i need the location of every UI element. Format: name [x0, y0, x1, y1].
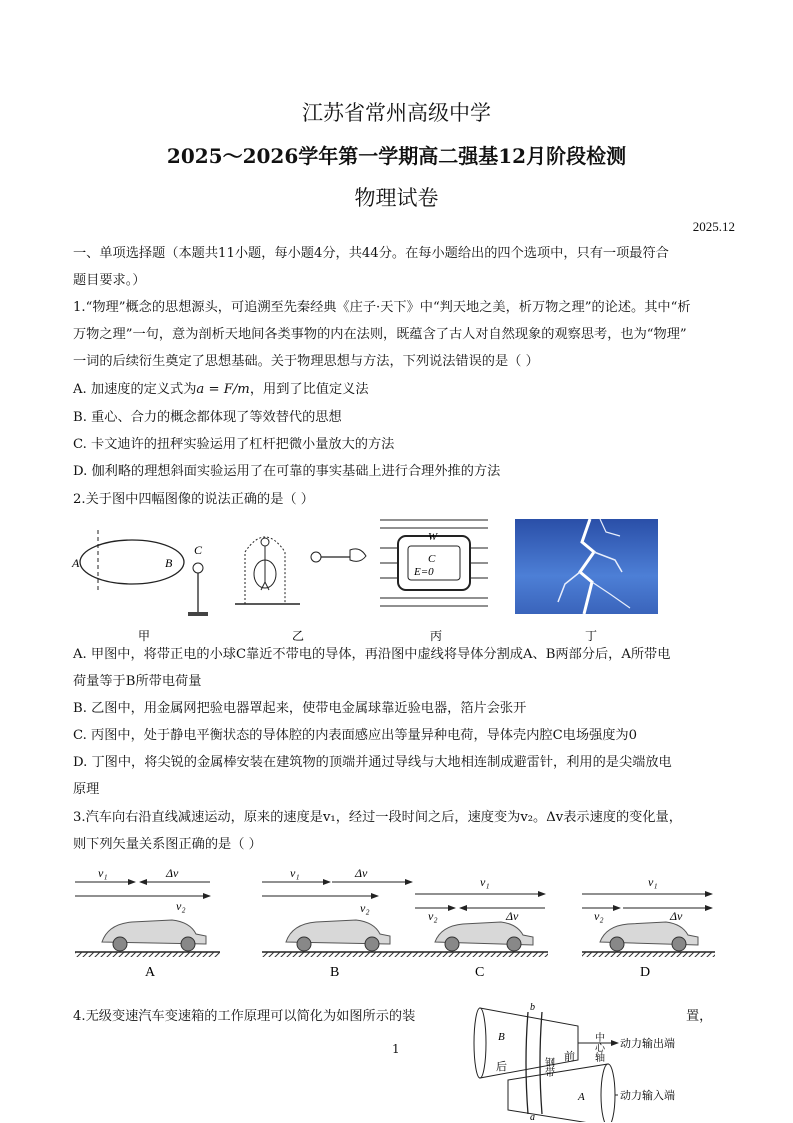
fig-label-yi: 乙: [292, 629, 305, 642]
electroscope-knob: [261, 538, 269, 546]
label-rear: 后: [496, 1061, 507, 1073]
cone-b: [480, 1008, 578, 1078]
label-v2: v₂: [176, 899, 186, 913]
cone-a: [508, 1064, 608, 1122]
hand-icon: [350, 549, 366, 561]
q3-vector-diagrams: [70, 862, 720, 982]
wheel: [672, 937, 686, 951]
subject-title: 物理试卷: [354, 186, 439, 210]
wheel: [297, 937, 311, 951]
wheel: [365, 937, 379, 951]
ground-hatch: [415, 952, 548, 957]
q2-option-c: C. 丙图中，处于静电平衡状态的导体腔的内表面感应出等量异种电荷，导体壳内腔C电场强度为0: [73, 728, 637, 743]
label-belt: 钢带: [542, 1057, 554, 1077]
q1-option-d: D. 伽利略的理想斜面实验运用了在可靠的事实基础上进行合理外推的方法: [73, 464, 501, 479]
foil-right: [265, 582, 269, 590]
option-label-a: A: [145, 965, 156, 980]
label-cone-b: B: [498, 1031, 505, 1043]
q2-figures: [70, 512, 670, 642]
label-dv: Δv: [166, 866, 179, 880]
cone-a-face: [601, 1064, 615, 1122]
school-name: 江苏省常州高级中学: [302, 101, 491, 125]
diagram-b: [262, 866, 415, 980]
q1-stem-line1: 1.“物理”概念的思想源头，可追溯至先秦经典《庄子·天下》中“判天地之美，析万物之理”的论述。其中“析: [73, 300, 691, 315]
label-a: A: [72, 556, 80, 570]
wheel: [610, 937, 624, 951]
q4-stem-start: 4.无级变速汽车变速箱的工作原理可以简化为如图所示的装: [73, 1009, 416, 1024]
q3-stem-line2: 则下列矢量关系图正确的是（ ）: [73, 837, 262, 852]
q1-option-c: C. 卡文迪许的扭秤实验运用了杠杆把微小量放大的方法: [73, 437, 395, 452]
option-label-c: C: [475, 965, 485, 980]
cone-b-face: [474, 1008, 486, 1078]
label-axis: 中心轴: [592, 1032, 604, 1062]
fig-label-ding: 丁: [585, 629, 598, 642]
diagram-c: [415, 875, 548, 980]
q1-stem-line3: 一词的后续衍生奠定了思想基础。关于物理思想与方法，下列说法错误的是（ ）: [73, 354, 539, 369]
q2-stem: 2.关于图中四幅图像的说法正确的是（ ）: [73, 492, 314, 507]
section-heading-line1: 一、单项选择题（本题共11小题，每小题4分，共44分。在每小题给出的四个选项中，只有一项最符合: [73, 246, 669, 261]
option-label-d: D: [640, 965, 651, 980]
fig-label-bing: 丙: [430, 629, 443, 642]
q2-option-b: B. 乙图中，用金属网把验电器罩起来，使带电金属球靠近验电器，箔片会张开: [73, 701, 527, 716]
q2-option-d-line2: 原理: [73, 782, 100, 797]
figure-yi: [235, 537, 366, 642]
ground-hatch: [582, 952, 715, 957]
wheel: [181, 937, 195, 951]
label-v2: v₂: [360, 901, 370, 915]
label-dv: Δv: [506, 909, 519, 923]
figure-ding: [515, 519, 658, 642]
exam-title: 2025～2026学年第一学期高二强基12月阶段检测: [166, 144, 627, 168]
label-cavity-c: C: [428, 553, 436, 565]
label-dv: Δv: [355, 866, 368, 880]
label-v2: v₂: [594, 909, 604, 923]
label-v1: v₁: [480, 875, 490, 889]
label-input: 动力输入端: [620, 1090, 675, 1102]
label-output: 动力输出端: [620, 1038, 675, 1050]
diagram-a: [75, 866, 220, 980]
q2-option-d-line1: D. 丁图中，将尖锐的金属棒安装在建筑物的顶端并通过导线与大地相连制成避雷针，利用的是尖端放电: [73, 755, 672, 770]
wheel: [445, 937, 459, 951]
label-cone-a: A: [578, 1091, 585, 1103]
q1-option-a-suffix: ，用到了比值定义法: [249, 382, 369, 397]
label-c: C: [194, 543, 203, 557]
ground-hatch: [262, 952, 415, 957]
figure-jia: [71, 530, 208, 642]
q4-stem-end: 置，: [686, 1009, 713, 1024]
label-front: 前: [564, 1051, 575, 1063]
label-v1: v₁: [290, 866, 300, 880]
q1-option-a: [73, 383, 369, 396]
q3-stem-line1: 3.汽车向右沿直线减速运动，原来的速度是v₁，经过一段时间之后，速度变为v₂。Δv表示速度的变化量，: [73, 810, 682, 825]
stand-base: [188, 612, 208, 616]
q1-option-a-prefix: A. 加速度的定义式为: [73, 382, 197, 397]
q2-option-a-line2: 荷量等于B所带电荷量: [73, 674, 202, 689]
fig-label-jia: 甲: [138, 629, 151, 642]
q1-option-b: B. 重心、合力的概念都体现了等效替代的思想: [73, 410, 342, 425]
diagram-d: [582, 875, 715, 980]
option-label-b: B: [330, 965, 340, 980]
q2-option-a-line1: A. 甲图中，将带正电的小球C靠近不带电的导体，再沿图中虚线将导体分割成A、B两部分后，A所带电: [73, 647, 671, 662]
q1-stem-line2: 万物之理”一句，意为剖析天地间各类事物的内在法则，既蕴含了古人对自然现象的观察思考，也为“物理”: [73, 327, 687, 342]
charged-metal-ball: [311, 552, 321, 562]
label-v1: v₁: [98, 866, 108, 880]
q1-option-a-formula: a = F/m: [196, 382, 250, 397]
section-heading-line2: 题目要求。）: [73, 273, 146, 288]
wheel: [113, 937, 127, 951]
label-v1: v₁: [648, 875, 658, 889]
foil-left: [261, 582, 265, 590]
figure-bing: [380, 520, 488, 642]
label-w: W: [428, 531, 438, 543]
label-v2: v₂: [428, 909, 438, 923]
wheel: [507, 937, 521, 951]
label-b-small: b: [530, 1002, 535, 1013]
ground-hatch: [75, 952, 220, 957]
charged-ball: [193, 563, 203, 573]
exam-date: 2025.12: [692, 219, 735, 234]
label-e-zero: E=0: [414, 566, 434, 578]
label-a-small: a: [530, 1112, 535, 1122]
label-dv: Δv: [670, 909, 683, 923]
label-b: B: [165, 556, 173, 570]
q4-cvt-diagram: [468, 1002, 688, 1122]
page-number: 1: [392, 1042, 400, 1056]
